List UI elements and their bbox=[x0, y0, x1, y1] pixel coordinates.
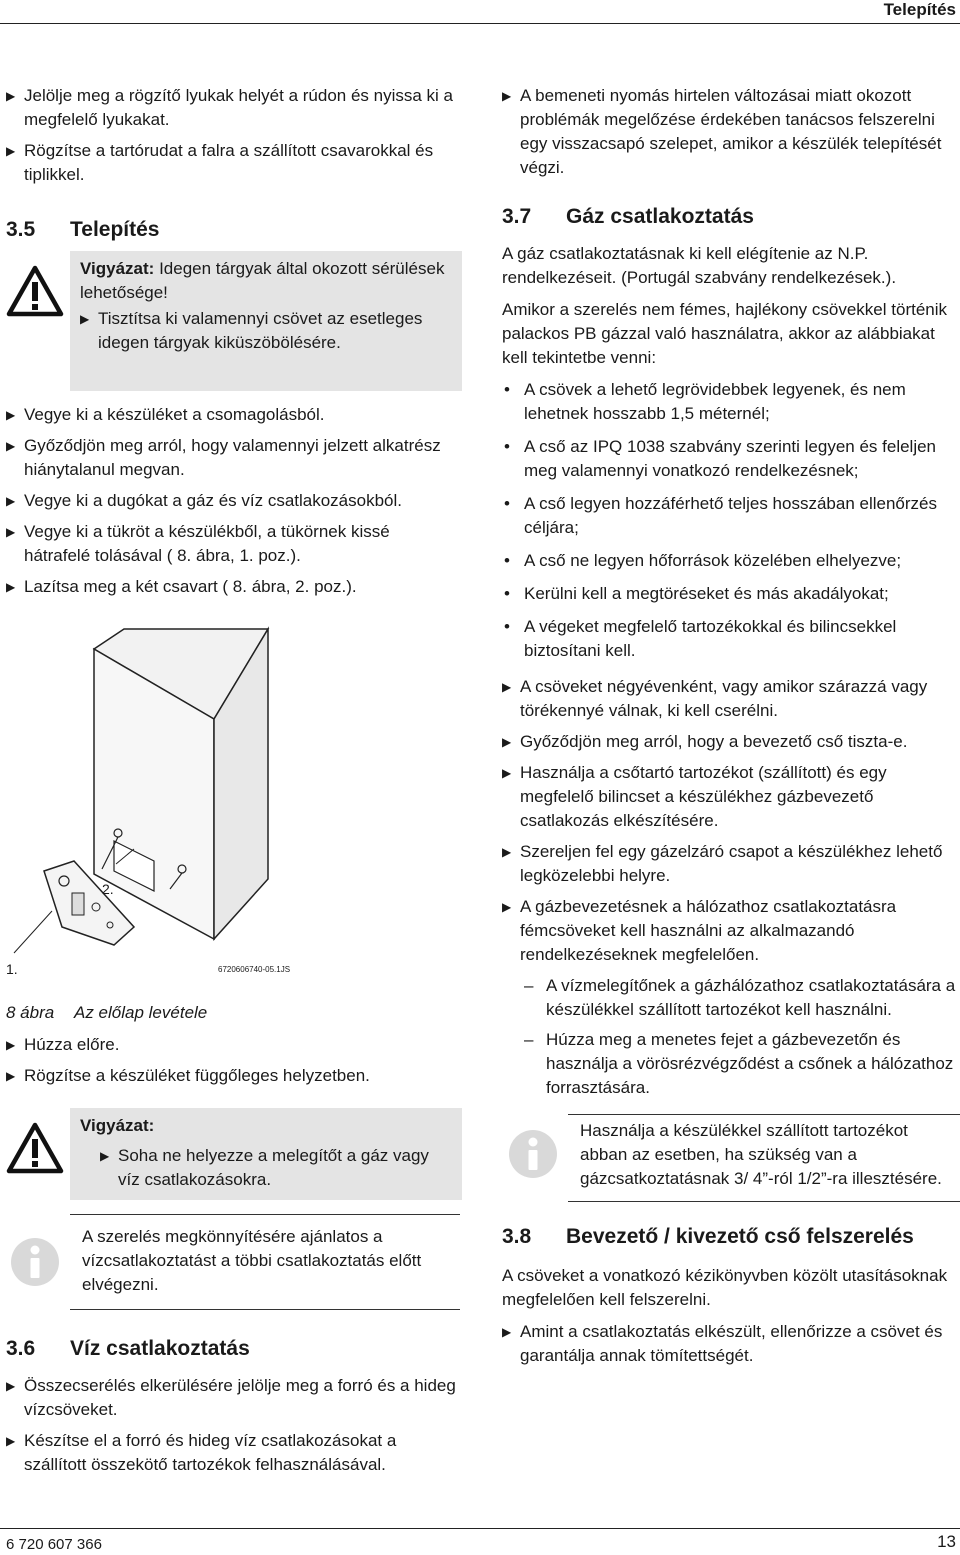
step-item: ▶ Használja a csőtartó tartozékot (szállított) és egy megfelelő bilincset a készülékhez gázbevezető csatlakozás elkészítésére. bbox=[502, 763, 887, 830]
paragraph: A csöveket a vonatkozó kézikönyvben közölt utasításoknak megfelelően kell felszerelni. bbox=[502, 1266, 948, 1309]
list-item: • A végeket megfelelő tartozékokkal és bilincsekkel biztosítani kell. bbox=[504, 617, 897, 660]
step-item: ▶ Jelölje meg a rögzítő lyukak helyét a rúdon és nyissa ki a megfelelő lyukakat. bbox=[6, 86, 454, 129]
arrow-icon: ▶ bbox=[502, 766, 512, 780]
arrow-icon: ▶ bbox=[6, 1069, 16, 1083]
step-item: ▶ A bemeneti nyomás hirtelen változásai miatt okozott problémák megelőzése érdekében tanácsos felszerelni egy visszacsapó szelepet, amikor a készülék telepítését végzi. bbox=[502, 86, 942, 177]
step-item: ▶ Vegye ki a dugókat a gáz és víz csatlakozásokból. bbox=[6, 489, 460, 513]
list-item: • A csövek a lehető legrövidebbek legyenek, és nem lehetnek hosszabb 1,5 méternél; bbox=[504, 380, 906, 423]
arrow-icon: ▶ bbox=[502, 900, 512, 914]
figure-8 bbox=[6, 609, 460, 997]
step-item: ▶ Összecserélés elkerülésére jelölje meg a forró és a hideg vízcsöveket. bbox=[6, 1376, 456, 1419]
step-item: ▶ A csöveket négyévenként, vagy amikor szárazzá vagy törékennyé válnak, ki kell cserélni. bbox=[502, 677, 928, 720]
warning-title: Vigyázat: bbox=[80, 259, 155, 278]
dash-item: – Húzza meg a menetes fejet a gázbevezetőn és használja a vörösrézvégződést a csőnek a hálózathoz forrasztására. bbox=[524, 1030, 954, 1097]
arrow-icon: ▶ bbox=[6, 89, 16, 103]
page-number: 13 bbox=[937, 1532, 956, 1551]
warning-text: Idegen tárgyak által okozott sérülések lehetősége! bbox=[80, 259, 445, 302]
step-item: ▶ Készítse el a forró és hideg víz csatlakozásokat a szállított összekötő tartozékok felhasználásával. bbox=[6, 1431, 397, 1474]
arrow-icon: ▶ bbox=[502, 680, 512, 694]
callout-2: 2. bbox=[102, 881, 114, 897]
footer-rule bbox=[0, 1528, 960, 1529]
list-item: • Kerülni kell a megtöréseket és más akadályokat; bbox=[504, 584, 889, 603]
list-item: • A cső legyen hozzáférhető teljes hosszában ellenőrzés céljára; bbox=[504, 494, 937, 537]
info-box: Használja a készülékkel szállított tartozékot abban az esetben, ha szükség van a gázcsatkoztatásnak 3/ 4”-ról 1/2”-ra illesztésére. bbox=[568, 1114, 960, 1202]
paragraph: Amikor a szerelés nem fémes, hajlékony csövekkel történik palackos PB gázzal való használatra, akkor az alábbiakat kell tekintetbe venni: bbox=[502, 300, 948, 367]
right-column bbox=[502, 84, 960, 1375]
dash-item: – A vízmelegítőnek a gázhálózathoz csatlakoztatására a készülékkel szállított tartozékot kell használni. bbox=[524, 976, 956, 1019]
section-heading-3-6: 3.6 Víz csatlakoztatás bbox=[6, 1337, 250, 1360]
step-item: ▶ Lazítsa meg a két csavart ( 8. ábra, 2. poz.). bbox=[6, 575, 460, 599]
callout-1: 1. bbox=[6, 961, 18, 977]
arrow-icon: ▶ bbox=[6, 1379, 16, 1393]
info-icon bbox=[10, 1237, 60, 1292]
info-box: A szerelés megkönnyítésére ajánlatos a vízcsatlakoztatást a többi csatlakoztatás előtt elvégezni. bbox=[70, 1214, 460, 1310]
warning-icon bbox=[6, 1122, 64, 1179]
step-item: ▶ Tisztítsa ki valamennyi csövet az esetleges idegen tárgyak kiküszöbölésére. bbox=[80, 309, 423, 352]
arrow-icon: ▶ bbox=[80, 312, 90, 326]
arrow-icon: ▶ bbox=[6, 525, 16, 539]
arrow-icon: ▶ bbox=[6, 494, 16, 508]
step-item: ▶ Szereljen fel egy gázelzáró csapot a készülékhez lehető legközelebbi helyre. bbox=[502, 842, 943, 885]
header-title: Telepítés bbox=[883, 0, 956, 19]
list-item: • A cső ne legyen hőforrások közelében elhelyezve; bbox=[504, 551, 902, 570]
warning-box bbox=[6, 251, 460, 391]
step-item: ▶ Rögzítse a készüléket függőleges helyzetben. bbox=[6, 1064, 460, 1088]
step-item: ▶ Húzza előre. bbox=[6, 1033, 460, 1057]
info-icon bbox=[508, 1129, 558, 1184]
warning-icon bbox=[6, 265, 64, 322]
appliance-illustration bbox=[6, 609, 460, 997]
arrow-icon: ▶ bbox=[6, 439, 16, 453]
arrow-icon: ▶ bbox=[6, 580, 16, 594]
section-heading-3-5: 3.5 Telepítés bbox=[6, 218, 160, 241]
section-heading-3-8: 3.8 Bevezető / kivezető cső felszerelés bbox=[502, 1225, 914, 1248]
step-item: ▶ Amint a csatlakoztatás elkészült, ellenőrizze a csövet és garantálja annak tömítettségét. bbox=[502, 1322, 943, 1365]
header-rule bbox=[0, 23, 960, 24]
section-heading-3-7: 3.7 Gáz csatlakoztatás bbox=[502, 205, 754, 228]
arrow-icon: ▶ bbox=[6, 1038, 16, 1052]
paragraph: A gáz csatlakoztatásnak ki kell elégítenie az N.P. rendelkezéseit. (Portugál szabvány rendelkezések.). bbox=[502, 244, 897, 287]
arrow-icon: ▶ bbox=[502, 1325, 512, 1339]
arrow-icon: ▶ bbox=[502, 845, 512, 859]
doc-number: 6 720 607 366 bbox=[6, 1536, 102, 1553]
figure-code: 6720606740-05.1JS bbox=[218, 965, 291, 974]
arrow-icon: ▶ bbox=[6, 408, 16, 422]
warning-box bbox=[6, 1108, 460, 1200]
step-item: ▶ A gázbevezetésnek a hálózathoz csatlakoztatásra fémcsöveket kell használni az alkalmazandó rendelkezéseknek megfelelően. bbox=[502, 897, 897, 964]
step-item: ▶ Vegye ki a készüléket a csomagolásból. bbox=[6, 403, 460, 427]
figure-caption: 8 ábra Az előlap levétele bbox=[6, 1003, 208, 1022]
arrow-icon: ▶ bbox=[502, 89, 512, 103]
arrow-icon: ▶ bbox=[6, 144, 16, 158]
left-column bbox=[6, 84, 460, 1484]
step-item: ▶ Győződjön meg arról, hogy a bevezető cső tiszta-e. bbox=[502, 730, 960, 754]
arrow-icon: ▶ bbox=[6, 1434, 16, 1448]
step-item: ▶ Győződjön meg arról, hogy valamennyi jelzett alkatrész hiánytalanul megvan. bbox=[6, 436, 441, 479]
list-item: • A cső az IPQ 1038 szabvány szerinti legyen és feleljen meg valamennyi vonatkozó rendelkezésnek; bbox=[504, 437, 937, 480]
step-item: ▶ Vegye ki a tükröt a készülékből, a tükörnek kissé hátrafelé tolásával ( 8. ábra, 1. poz.). bbox=[6, 522, 390, 565]
arrow-icon: ▶ bbox=[502, 735, 512, 749]
step-item: ▶ Soha ne helyezze a melegítőt a gáz vagy víz csatlakozásokra. bbox=[100, 1146, 429, 1189]
step-item: ▶ Rögzítse a tartórudat a falra a szállított csavarokkal és tiplikkel. bbox=[6, 141, 434, 184]
arrow-icon: ▶ bbox=[100, 1149, 110, 1163]
warning-title: Vigyázat: bbox=[80, 1116, 155, 1135]
